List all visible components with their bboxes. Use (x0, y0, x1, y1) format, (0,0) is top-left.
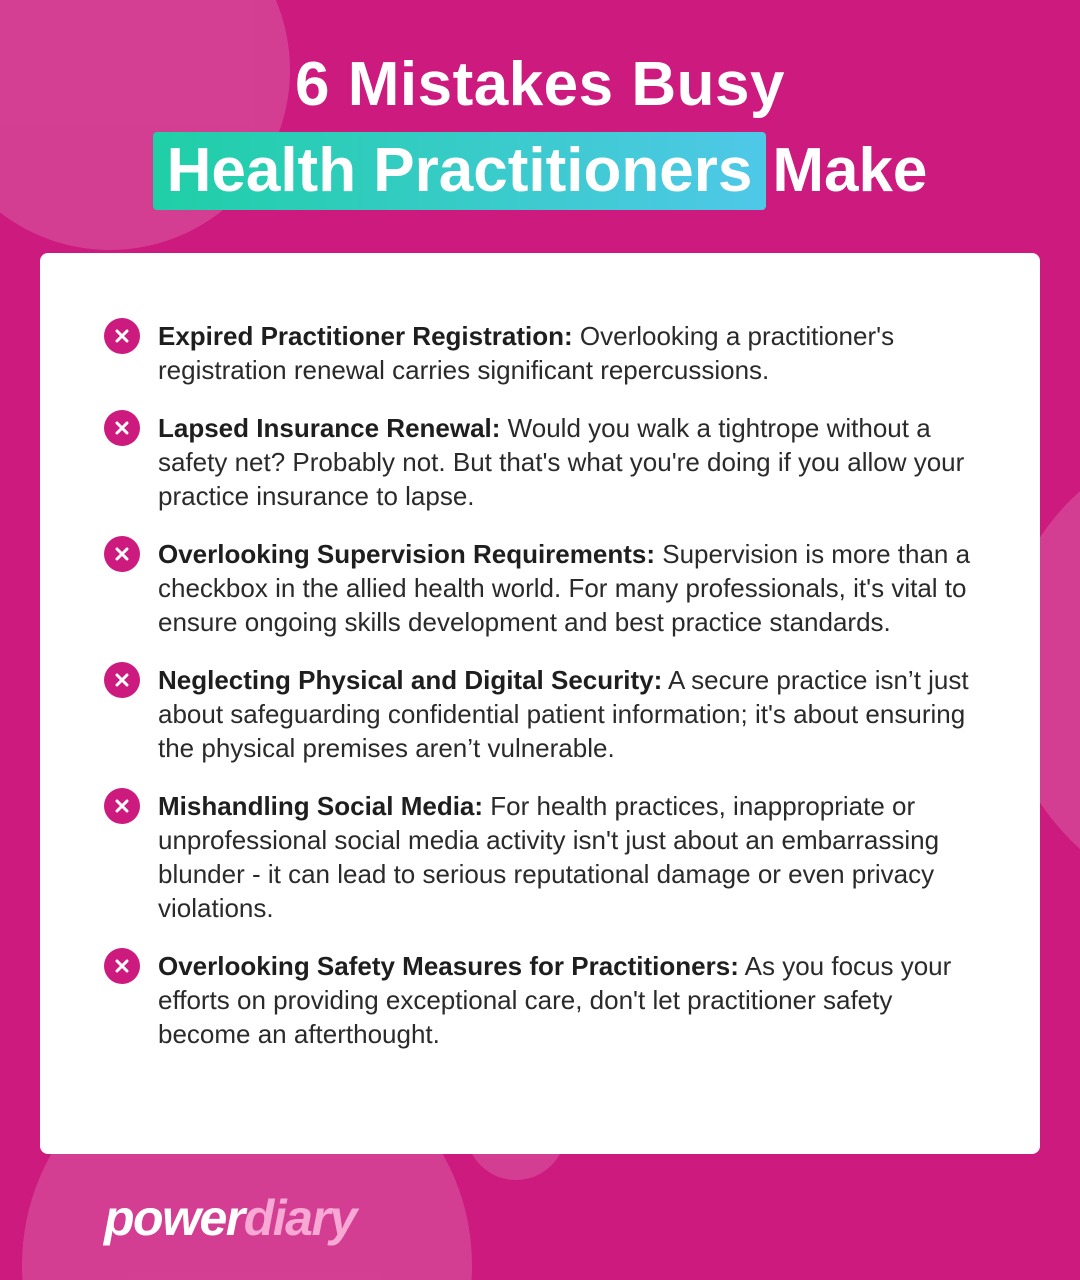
item-title: Lapsed Insurance Renewal: (158, 413, 501, 443)
list-item (104, 537, 980, 639)
item-text (158, 789, 978, 925)
list-item (104, 411, 980, 513)
item-title: Neglecting Physical and Digital Security: (158, 665, 663, 695)
item-title: Mishandling Social Media: (158, 791, 484, 821)
brand-logo (104, 1188, 356, 1248)
page-title (0, 48, 1080, 210)
list-item (104, 789, 980, 925)
item-text (158, 949, 978, 1051)
item-description: A secure practice isn’t just about safeguarding confidential patient information; it's about ensuring the physical premises aren’t vulnerable. (158, 665, 969, 763)
list-item (104, 949, 980, 1051)
item-text (158, 537, 978, 639)
item-description: Supervision is more than a checkbox in the allied health world. For many professionals, it's vital to ensure ongoing skills development and best practice standards. (158, 539, 971, 637)
mistakes-card (40, 253, 1040, 1154)
mistakes-list (104, 319, 980, 1051)
item-description: Overlooking a practitioner's registration renewal carries significant repercussions. (158, 321, 895, 385)
close-circle-icon (104, 662, 140, 698)
item-text (158, 411, 978, 513)
list-item (104, 319, 980, 387)
item-title: Expired Practitioner Registration: (158, 321, 573, 351)
close-circle-icon (104, 788, 140, 824)
close-circle-icon (104, 410, 140, 446)
logo-part-diary: diary (243, 1190, 356, 1246)
title-line-2 (0, 132, 1080, 210)
item-text (158, 663, 978, 765)
close-circle-icon (104, 318, 140, 354)
item-text (158, 319, 978, 387)
item-title: Overlooking Supervision Requirements: (158, 539, 655, 569)
close-circle-icon (104, 948, 140, 984)
item-title: Overlooking Safety Measures for Practitioners: (158, 951, 739, 981)
close-circle-icon (104, 536, 140, 572)
item-description: As you focus your efforts on providing exceptional care, don't let practitioner safety become an afterthought. (158, 951, 952, 1049)
title-tail: Make (772, 136, 928, 205)
list-item (104, 663, 980, 765)
title-line-1: 6 Mistakes Busy (295, 50, 785, 119)
title-highlight: Health Practitioners (153, 132, 767, 210)
item-description: For health practices, inappropriate or unprofessional social media activity isn't just about an embarrassing blunder - it can lead to serious reputational damage or even privacy violations. (158, 791, 940, 923)
item-description: Would you walk a tightrope without a safety net? Probably not. But that's what you're doing if you allow your practice insurance to lapse. (158, 413, 965, 511)
logo-part-power: power (104, 1190, 244, 1246)
